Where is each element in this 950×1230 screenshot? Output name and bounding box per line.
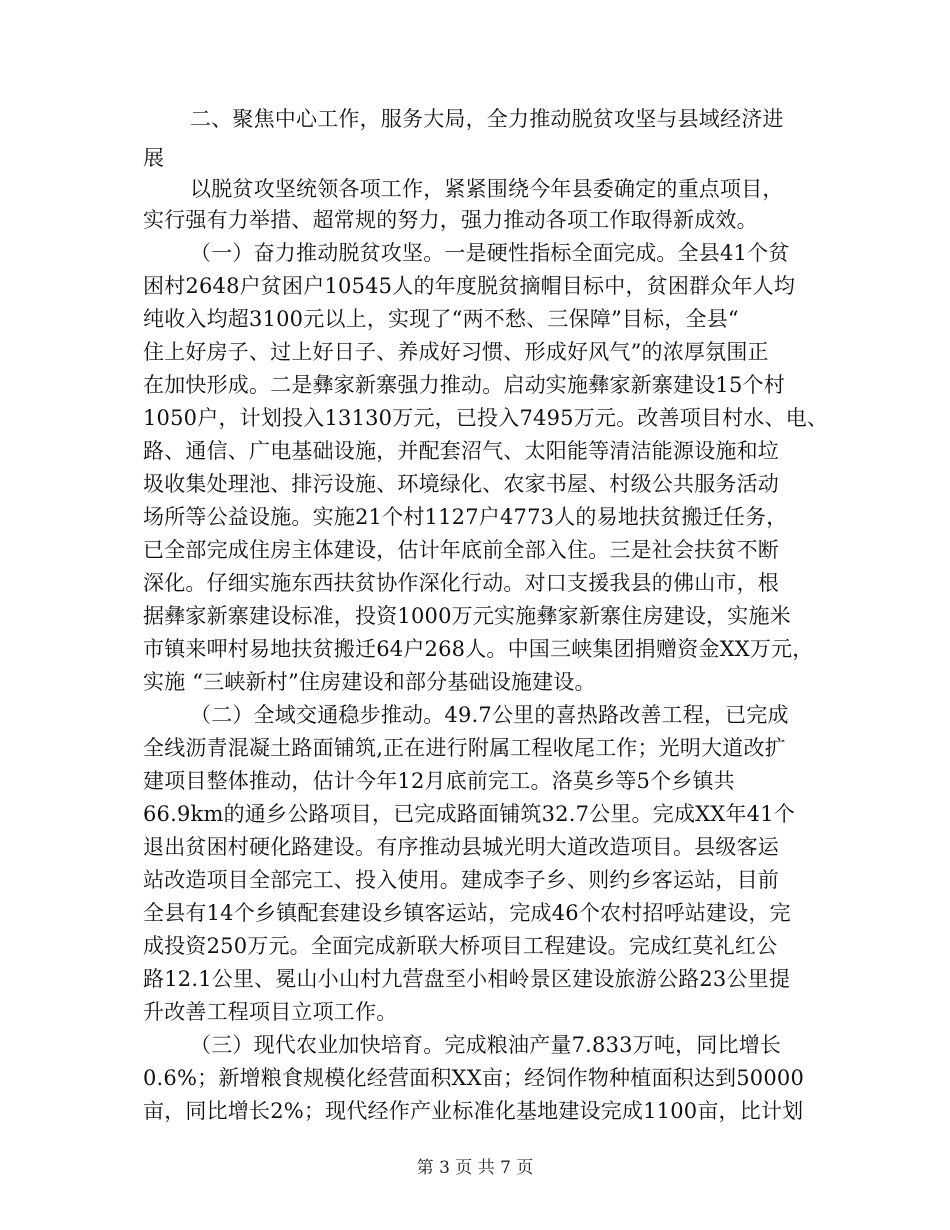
text-line: 1050户，计划投入13130万元，已投入7495万元。改善项目村水、电、 [143,406,829,430]
text-line: 路12.1公里、冕山小山村九营盘至小相岭景区建设旅游公路23公里提 [143,967,791,991]
text-line: 退出贫困村硬化路建设。有序推动县城光明大道改造项目。县级客运 [143,835,779,859]
text-line: 建项目整体推动，估计今年12月底前完工。洛莫乡等5个乡镇共 [143,769,735,793]
text-line: 66.9km的通乡公路项目，已完成路面铺筑32.7公里。完成XX年41个 [143,802,795,826]
text-line: 场所等公益设施。实施21个村1127户4773人的易地扶贫搬迁任务， [143,505,788,529]
text-line: 以脱贫攻坚统领各项工作，紧紧围绕今年县委确定的重点项目， [190,177,784,201]
text-line: 深化。仔细实施东西扶贫协作深化行动。对口支援我县的佛山市，根 [143,571,779,595]
text-line: 二、聚焦中心工作，服务大局，全力推动脱贫攻坚与县域经济进 [190,107,784,131]
text-line: 据彝家新寨建设标准，投资1000万元实施彝家新寨住房建设，实施米 [143,604,791,628]
page-footer: 第 3 页 共 7 页 [416,1158,534,1178]
text-line: 升改善工程项目立项工作。 [143,1000,398,1024]
text-line: 困村2648户贫困户10545人的年度脱贫摘帽目标中，贫困群众年人均 [143,274,796,298]
text-line: 站改造项目全部完工、投入使用。建成李子乡、则约乡客运站，目前 [143,868,779,892]
text-line: 亩，同比增长2%；现代经作产业标准化基地建设完成1100亩，比计划 [143,1099,804,1123]
text-line: 全县有14个乡镇配套建设乡镇客运站，完成46个农村招呼站建设，完 [143,901,791,925]
text-line: （三）现代农业加快培育。完成粮油产量7.833万吨，同比增长 [190,1033,782,1057]
text-line: 展 [143,146,165,170]
text-line: 实施 “三峡新村”住房建设和部分基础设施建设。 [143,670,596,694]
text-line: 在加快形成。二是彝家新寨强力推动。启动实施彝家新寨建设15个村 [143,373,785,397]
text-line: 市镇来呷村易地扶贫搬迁64户268人。中国三峡集团捐赠资金XX万元， [143,637,814,661]
text-line: 已全部完成住房主体建设，估计年底前全部入住。三是社会扶贫不断 [143,538,779,562]
text-line: （二）全域交通稳步推动。49.7公里的喜热路改善工程，已完成 [190,703,789,727]
text-line: 纯收入均超3100元以上，实现了“两不愁、三保障”目标，全县“ [143,307,739,331]
text-line: 实行强有力举措、超常规的努力，强力推动各项工作取得新成效。 [143,208,758,232]
text-line: 住上好房子、过上好日子、养成好习惯、形成好风气”的浓厚氛围正 [143,340,769,364]
text-line: 成投资250万元。全面完成新联大桥项目工程建设。完成红莫礼红公 [143,934,778,958]
text-line: 圾收集处理池、排污设施、环境绿化、农家书屋、村级公共服务活动 [143,472,779,496]
text-line: 路、通信、广电基础设施，并配套沼气、太阳能等清洁能源设施和垃 [143,439,779,463]
text-line: （一）奋力推动脱贫攻坚。一是硬性指标全面完成。全县41个贫 [190,241,790,265]
text-line: 全线沥青混凝土路面铺筑,正在进行附属工程收尾工作；光明大道改扩 [143,736,786,760]
text-line: 0.6%；新增粮食规模化经营面积XX亩；经饲作物种植面积达到50000 [143,1066,805,1090]
